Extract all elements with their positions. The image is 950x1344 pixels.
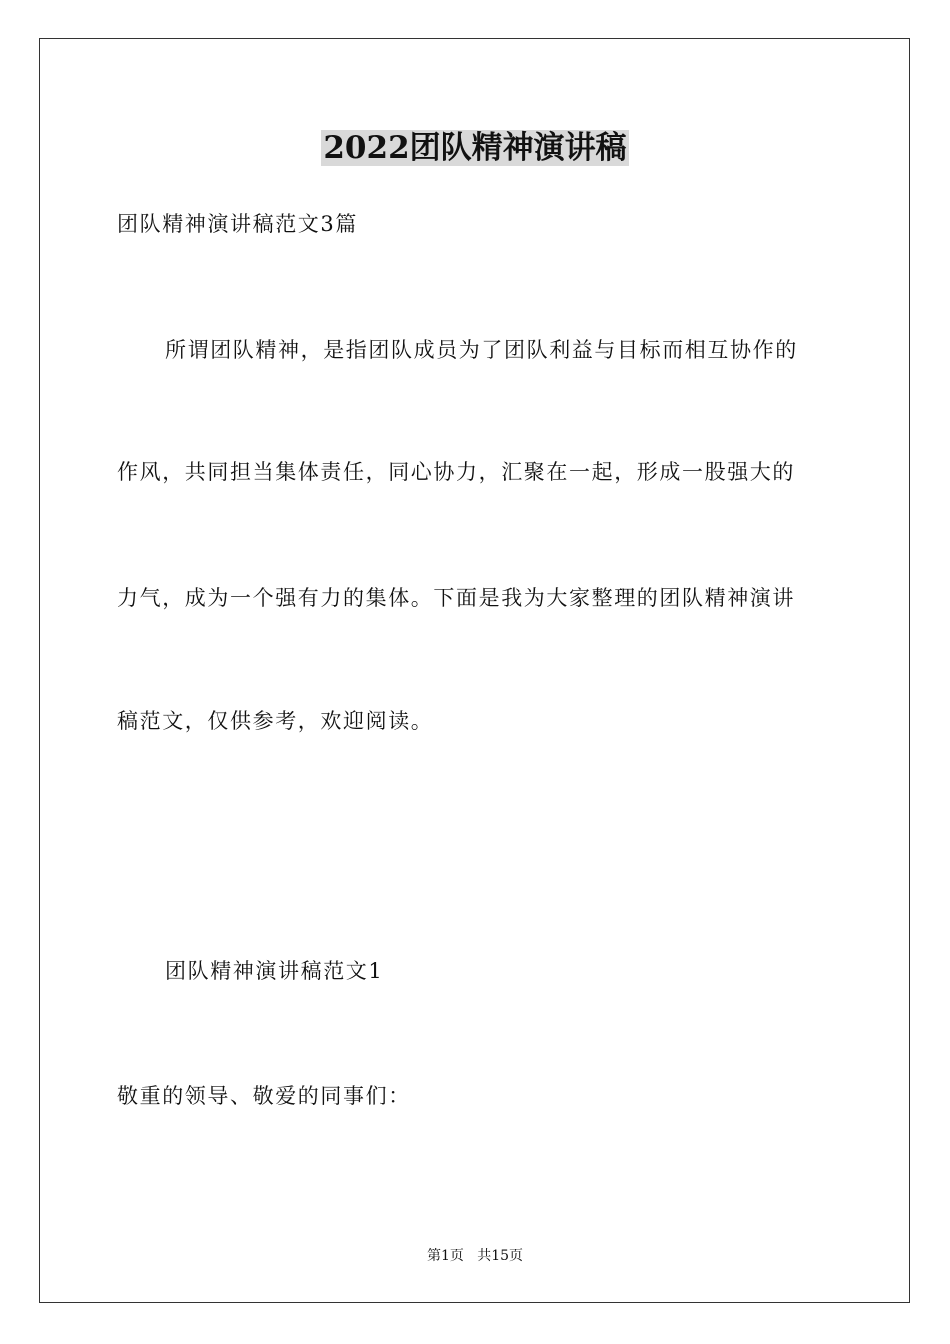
salutation: 敬重的领导、敬爱的同事们： [117,1084,411,1108]
intro-line-3: 力气，成为一个强有力的集体。下面是我为大家整理的团队精神演讲 [117,586,795,610]
intro-line-2: 作风，共同担当集体责任，同心协力，汇聚在一起，形成一股强大的 [117,460,795,484]
intro-line-4: 稿范文，仅供参考，欢迎阅读。 [117,709,434,733]
document-title-text: 2022团队精神演讲稿 [323,130,627,166]
document-title [0,126,950,170]
section-heading: 团队精神演讲稿范文1 [165,959,384,983]
document-subtitle: 团队精神演讲稿范文3篇 [117,212,358,236]
page-footer: 第1页 共15页 [426,1248,524,1264]
intro-line-1: 所谓团队精神，是指团队成员为了团队利益与目标而相互协作的 [165,338,798,362]
